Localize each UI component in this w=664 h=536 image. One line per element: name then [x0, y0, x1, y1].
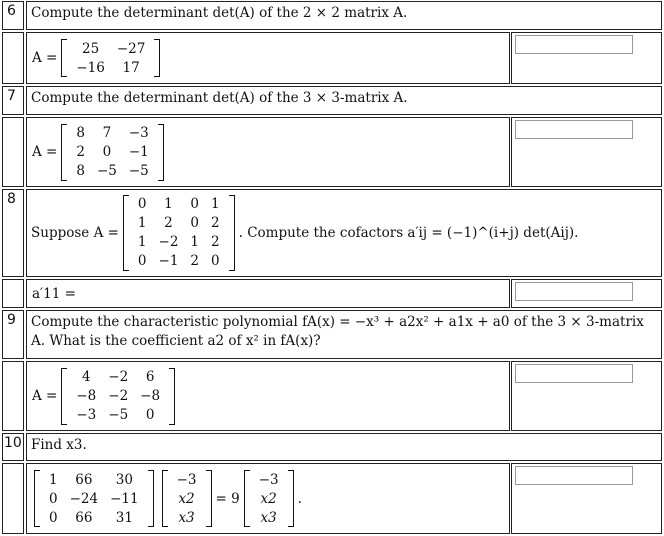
vector-cell: −3 [176, 471, 197, 488]
answer-cell [511, 361, 662, 431]
problem-number: 10 [2, 433, 24, 461]
matrix-cell: 0 [190, 215, 200, 231]
matrix-cell: −11 [110, 490, 139, 507]
vector-cell: x3 [260, 509, 277, 526]
problem-question: Compute the determinant det(A) of the 2 × 2 matrix A. [26, 1, 662, 30]
matrix-cell: 25 [82, 40, 100, 57]
matrix-cell: 0 [145, 407, 155, 423]
matrix-cell: 0 [211, 253, 220, 269]
answer-input[interactable] [515, 364, 633, 383]
matrix-cell: −2 [108, 388, 129, 404]
matrix-cell: 2 [164, 215, 173, 231]
matrix-cell: 31 [115, 509, 133, 526]
problem-number: 7 [2, 86, 24, 115]
matrix-cell: 4 [82, 369, 91, 385]
problem-9-header [0, 310, 664, 359]
period: . [297, 490, 302, 507]
question-suffix: . Compute the cofactors a′ij = (−1)^(i+j) det(Aij). [238, 224, 579, 241]
matrix-cell: 2 [211, 234, 220, 250]
vector-cell: x2 [178, 490, 195, 507]
matrix-cell: −16 [76, 59, 105, 76]
matrix-cell: 1 [137, 234, 147, 250]
matrix-cell: −27 [116, 40, 146, 57]
matrix-cell: −3 [128, 125, 149, 141]
matrix [61, 39, 160, 77]
answer-input[interactable] [515, 120, 633, 139]
answer-input[interactable] [515, 282, 633, 301]
matrix-cell: −2 [158, 234, 179, 250]
matrix-cell: −1 [128, 144, 149, 160]
problem-body [26, 117, 510, 187]
matrix-cell: −5 [108, 407, 129, 423]
question-prefix: Suppose A = [31, 224, 119, 241]
problem-question: Find x3. [26, 433, 662, 461]
problem-body [26, 32, 510, 84]
problem-8-header [0, 189, 664, 277]
vector-right [244, 470, 294, 527]
matrix [34, 470, 154, 527]
matrix-cell: −5 [96, 163, 117, 179]
problem-number: 6 [2, 1, 24, 30]
matrix-cell: 1 [190, 234, 200, 250]
vector-left [162, 470, 212, 527]
matrix-cell: −5 [128, 163, 149, 179]
matrix-cell: 0 [102, 144, 112, 160]
subpart-label: a′11 = [32, 285, 76, 302]
matrix-cell: 2 [190, 253, 200, 269]
matrix-cell: −1 [158, 253, 179, 269]
matrix-cell: 1 [211, 196, 220, 212]
answer-cell [511, 32, 662, 84]
spacer-cell [2, 117, 24, 187]
problem-6-body [0, 32, 664, 84]
matrix [61, 124, 163, 181]
matrix-cell: 8 [76, 163, 85, 179]
spacer-cell [2, 279, 24, 308]
problem-question [26, 189, 662, 277]
matrix-cell: 7 [102, 125, 112, 141]
answer-cell [511, 117, 662, 187]
problem-10-header [0, 433, 664, 461]
matrix-cell: 66 [75, 509, 93, 526]
matrix-cell: 2 [211, 215, 220, 231]
spacer-cell [2, 32, 24, 84]
vector-cell: x3 [178, 509, 195, 526]
problem-number: 8 [2, 189, 24, 277]
matrix-cell: −2 [108, 369, 129, 385]
matrix-cell: 0 [190, 196, 200, 212]
matrix-cell: 0 [137, 196, 147, 212]
problem-question: Compute the characteristic polynomial fA(x) = −x³ + a2x² + a1x + a0 of the 3 × 3-matrix A. What is the coefficient a2 of x² in fA(x)? [26, 310, 662, 359]
matrix-cell: 1 [137, 215, 147, 231]
problem-9-body [0, 361, 664, 431]
matrix-cell: 17 [122, 59, 140, 76]
matrix-cell: 0 [49, 509, 58, 526]
problem-8-subpart [0, 279, 664, 308]
matrix-cell: 1 [164, 196, 173, 212]
matrix-cell: 2 [76, 144, 85, 160]
matrix-cell: 30 [115, 471, 133, 488]
matrix-cell: 8 [76, 125, 85, 141]
answer-cell [511, 463, 662, 534]
matrix-cell: 6 [145, 369, 155, 385]
vector-cell: −3 [258, 471, 279, 488]
matrix-cell: −8 [140, 388, 161, 404]
matrix-cell: 66 [75, 471, 93, 488]
matrix-cell: 1 [49, 471, 58, 488]
problem-body [26, 463, 510, 534]
problem-body [26, 279, 510, 308]
problem-question: Compute the determinant det(A) of the 3 × 3-matrix A. [26, 86, 662, 115]
matrix [123, 195, 235, 271]
answer-cell [511, 279, 662, 308]
problem-body [26, 361, 510, 431]
spacer-cell [2, 463, 24, 534]
matrix-cell: −24 [69, 490, 99, 507]
problem-7-body [0, 117, 664, 187]
problem-7-header [0, 86, 664, 115]
matrix-cell: −3 [76, 407, 97, 423]
matrix-label: A = [32, 388, 58, 404]
equals-scalar: = 9 [215, 490, 240, 507]
problem-10-body [0, 463, 664, 534]
matrix [61, 368, 175, 425]
matrix-cell: −8 [76, 388, 97, 404]
problem-6-header [0, 1, 664, 30]
answer-input[interactable] [515, 466, 633, 485]
vector-cell: x2 [260, 490, 277, 507]
matrix-label: A = [32, 50, 58, 66]
matrix-cell: 0 [49, 490, 58, 507]
problem-number: 9 [2, 310, 24, 359]
answer-input[interactable] [515, 35, 633, 54]
matrix-label: A = [32, 144, 58, 160]
matrix-cell: 0 [137, 253, 147, 269]
spacer-cell [2, 361, 24, 431]
